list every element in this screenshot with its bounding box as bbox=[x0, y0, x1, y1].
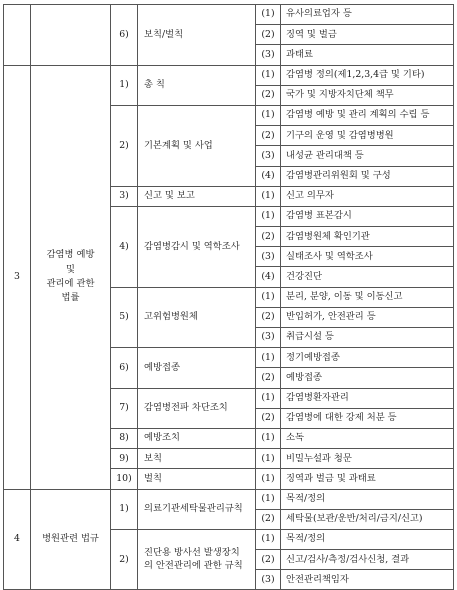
part-title-line: 및 bbox=[66, 263, 75, 275]
section-number: 6) bbox=[111, 5, 138, 66]
item-text: 소독 bbox=[281, 428, 454, 448]
item-number: (2) bbox=[256, 25, 281, 45]
part-title-line: 감염병 예방 bbox=[46, 249, 95, 261]
section-title: 예방조치 bbox=[138, 428, 256, 448]
item-text: 감염병 예방 및 관리 계획의 수립 등 bbox=[281, 105, 454, 125]
item-text: 국가 및 지방자치단체 책무 bbox=[281, 85, 454, 105]
item-text: 목적/정의 bbox=[281, 529, 454, 549]
item-number: (4) bbox=[256, 267, 281, 287]
section-title: 감염병감시 및 역학조사 bbox=[138, 206, 256, 287]
item-number: (3) bbox=[256, 247, 281, 267]
part-number: 4 bbox=[4, 489, 31, 590]
item-number: (1) bbox=[256, 469, 281, 489]
item-number: (3) bbox=[256, 328, 281, 348]
table-row bbox=[4, 65, 454, 85]
part-number bbox=[4, 5, 31, 66]
part-title-line: 관리에 관한 bbox=[46, 278, 95, 290]
section-number: 9) bbox=[111, 449, 138, 469]
item-text: 과태료 bbox=[281, 45, 454, 65]
section-title: 감염병전파 차단조치 bbox=[138, 388, 256, 428]
item-number: (1) bbox=[256, 186, 281, 206]
outline-body bbox=[4, 5, 454, 590]
section-title: 예방접종 bbox=[138, 348, 256, 388]
section-number: 2) bbox=[111, 529, 138, 590]
item-text: 정기예방접종 bbox=[281, 348, 454, 368]
section-number: 3) bbox=[111, 186, 138, 206]
item-number: (4) bbox=[256, 166, 281, 186]
item-number: (2) bbox=[256, 126, 281, 146]
section-title: 의료기관세탁물관리규칙 bbox=[138, 489, 256, 529]
section-title-line: 진단용 방사선 발생장치 bbox=[144, 547, 240, 559]
section-title: 벌칙 bbox=[138, 469, 256, 489]
item-number: (2) bbox=[256, 550, 281, 570]
table-row bbox=[4, 5, 454, 25]
item-text: 비밀누설과 청문 bbox=[281, 449, 454, 469]
part-title-line: 법률 bbox=[61, 292, 80, 304]
item-text: 감염병관리위원회 및 구성 bbox=[281, 166, 454, 186]
section-title: 고위험병원체 bbox=[138, 287, 256, 348]
item-text: 감염병 표본감시 bbox=[281, 206, 454, 226]
item-number: (2) bbox=[256, 509, 281, 529]
section-number: 5) bbox=[111, 287, 138, 348]
section-number: 1) bbox=[111, 489, 138, 529]
curriculum-outline-table bbox=[3, 4, 454, 590]
section-title: 보칙 bbox=[138, 449, 256, 469]
item-number: (1) bbox=[256, 489, 281, 509]
item-text: 신고 의무자 bbox=[281, 186, 454, 206]
section-number: 1) bbox=[111, 65, 138, 105]
item-number: (1) bbox=[256, 449, 281, 469]
item-number: (2) bbox=[256, 227, 281, 247]
item-text: 감염병환자관리 bbox=[281, 388, 454, 408]
item-text: 감염병 정의(제1,2,3,4급 및 기타) bbox=[281, 65, 454, 85]
section-title-line: 의 안전관리에 관한 규칙 bbox=[144, 559, 243, 571]
section-title: 기본계획 및 사업 bbox=[138, 105, 256, 186]
item-text: 목적/정의 bbox=[281, 489, 454, 509]
section-number: 4) bbox=[111, 206, 138, 287]
item-number: (3) bbox=[256, 146, 281, 166]
part-title: 병원관련 법규 bbox=[31, 489, 111, 590]
item-text: 유사의료업자 등 bbox=[281, 5, 454, 25]
item-text: 징역과 벌금 및 과태료 bbox=[281, 469, 454, 489]
item-number: (2) bbox=[256, 408, 281, 428]
item-text: 분리, 분양, 이동 및 이동신고 bbox=[281, 287, 454, 307]
item-text: 징역 및 벌금 bbox=[281, 25, 454, 45]
item-text: 감염병에 대한 강제 처분 등 bbox=[281, 408, 454, 428]
part-title bbox=[31, 65, 111, 489]
item-number: (1) bbox=[256, 5, 281, 25]
item-text: 내성균 관리대책 등 bbox=[281, 146, 454, 166]
section-title: 총 칙 bbox=[138, 65, 256, 105]
item-number: (2) bbox=[256, 85, 281, 105]
section-number: 6) bbox=[111, 348, 138, 388]
section-number: 7) bbox=[111, 388, 138, 428]
item-text: 반입허가, 안전관리 등 bbox=[281, 307, 454, 327]
item-text: 기구의 운영 및 감염병병원 bbox=[281, 126, 454, 146]
section-number: 10) bbox=[111, 469, 138, 489]
item-number: (2) bbox=[256, 368, 281, 388]
item-text: 예방접종 bbox=[281, 368, 454, 388]
item-text: 세탁물(보관/운반/처리/금지/신고) bbox=[281, 509, 454, 529]
part-title bbox=[31, 5, 111, 66]
item-number: (1) bbox=[256, 428, 281, 448]
section-number: 8) bbox=[111, 428, 138, 448]
item-text: 신고/검사/측정/검사신청, 결과 bbox=[281, 550, 454, 570]
section-title: 보칙/벌칙 bbox=[138, 5, 256, 66]
section-title: 신고 및 보고 bbox=[138, 186, 256, 206]
item-text: 건강진단 bbox=[281, 267, 454, 287]
item-number: (1) bbox=[256, 287, 281, 307]
item-text: 안전관리책임자 bbox=[281, 570, 454, 590]
item-number: (1) bbox=[256, 206, 281, 226]
item-number: (2) bbox=[256, 307, 281, 327]
section-title bbox=[138, 529, 256, 590]
table-row bbox=[4, 489, 454, 509]
item-number: (1) bbox=[256, 388, 281, 408]
item-number: (1) bbox=[256, 529, 281, 549]
item-number: (1) bbox=[256, 348, 281, 368]
part-number: 3 bbox=[4, 65, 31, 489]
item-number: (3) bbox=[256, 45, 281, 65]
item-number: (1) bbox=[256, 65, 281, 85]
item-number: (3) bbox=[256, 570, 281, 590]
item-number: (1) bbox=[256, 105, 281, 125]
section-number: 2) bbox=[111, 105, 138, 186]
item-text: 실태조사 및 역학조사 bbox=[281, 247, 454, 267]
item-text: 감염병원체 확인기관 bbox=[281, 227, 454, 247]
item-text: 취급시설 등 bbox=[281, 328, 454, 348]
